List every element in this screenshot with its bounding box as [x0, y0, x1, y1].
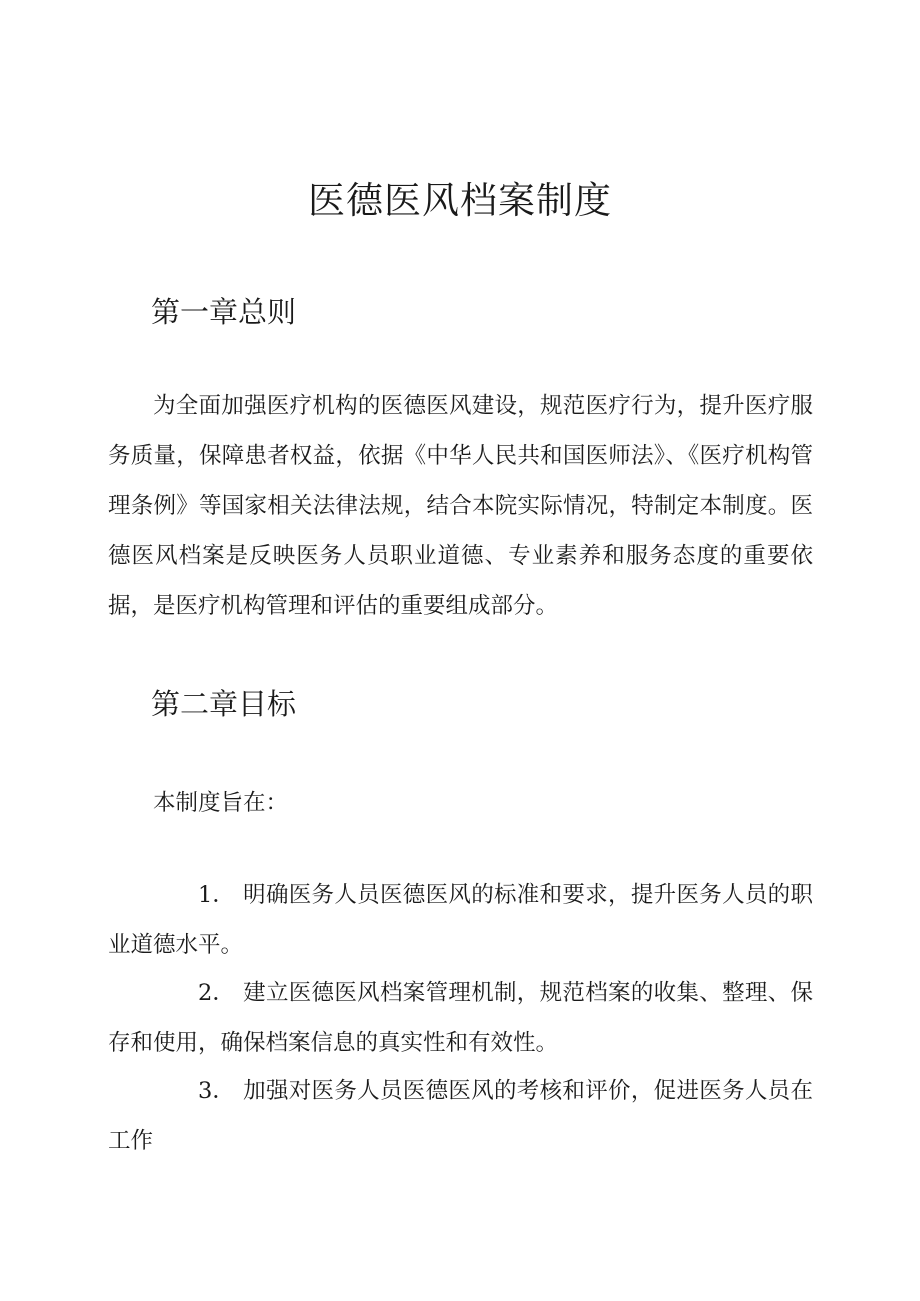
chapter-1-paragraph: 为全面加强医疗机构的医德医风建设，规范医疗行为，提升医疗服务质量，保障患者权益，依据《中华人民共和国医师法》、《医疗机构管理条例》等国家相关法律法规，结合本院实际情况，特制定本制度。医德医风档案是反映医务人员职业道德、专业素养和服务态度的重要依据，是医疗机构管理和评估的重要组成部分。: [108, 393, 813, 619]
chapter-2-heading: 第二章目标: [151, 687, 297, 721]
list-item-number: 1．: [198, 882, 235, 908]
document-title: 医德医风档案制度: [308, 179, 612, 222]
chapter-2-intro: 本制度旨在：: [153, 790, 289, 816]
list-item-text: 加强对医务人员医德医风的考核和评价，促进医务人员在工作: [108, 1078, 813, 1154]
list-item: [108, 968, 813, 1068]
list-item: [108, 870, 813, 970]
list-item-number: 3．: [198, 1078, 235, 1104]
list-item-text: 建立医德医风档案管理机制，规范档案的收集、整理、保存和使用，确保档案信息的真实性和有效性。: [108, 980, 813, 1056]
list-item-number: 2．: [198, 980, 235, 1006]
chapter-1-heading: 第一章总则: [151, 295, 297, 329]
list-item-text: 明确医务人员医德医风的标准和要求，提升医务人员的职业道德水平。: [108, 882, 813, 958]
list-item: [108, 1066, 813, 1166]
